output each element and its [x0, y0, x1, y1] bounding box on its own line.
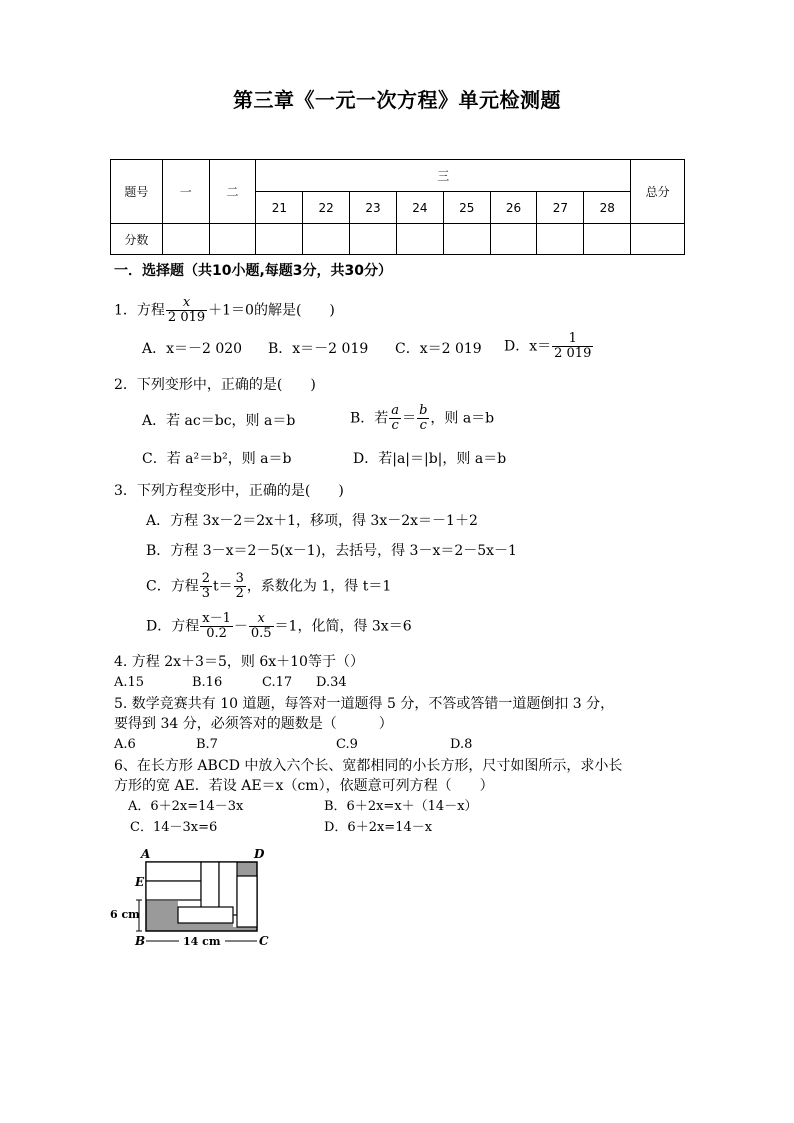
- q3-c-den2: 2: [235, 586, 244, 601]
- q1-option-b: B．x＝－2 019: [268, 341, 369, 357]
- q2-b-num2: b: [419, 403, 428, 418]
- small-rectangle: [146, 862, 201, 881]
- q6-option-c: C．14－3x=6: [130, 820, 218, 835]
- q1-option-d: [504, 332, 594, 361]
- score-cell: [350, 224, 397, 255]
- height-label: 6 cm: [110, 908, 140, 921]
- q2-option-b: [350, 404, 494, 433]
- score-table-subcol: 24: [396, 192, 443, 224]
- q2-b-prefix: B．若: [350, 410, 389, 427]
- label-a: A: [141, 847, 151, 861]
- score-table: [110, 159, 685, 255]
- shaded-region: [237, 862, 257, 876]
- question-6-line1: 6、在长方形 ABCD 中放入六个长、宽都相同的小长方形，尺寸如图所示，求小长: [114, 758, 623, 774]
- q3-c-num1: 2: [201, 571, 210, 586]
- score-table-subcol: 22: [303, 192, 350, 224]
- q2-b-den1: c: [391, 418, 399, 433]
- score-cell: [443, 224, 490, 255]
- score-cell: [303, 224, 350, 255]
- q1-option-c: C．x＝2 019: [395, 341, 482, 357]
- q3-c-frac2: [234, 572, 246, 601]
- label-b: B: [135, 934, 146, 948]
- q3-option-a: A．方程 3x－2＝2x＋1，移项，得 3x－2x＝－1＋2: [146, 513, 478, 529]
- q3-d-frac1: [200, 612, 233, 641]
- question-5-line1: 5. 数学竞赛共有 10 道题，每答对一道题得 5 分，不答或答错一道题倒扣 3 分，: [114, 696, 615, 712]
- q5-option-b: B.7: [196, 737, 218, 752]
- q4-option-a: A.15: [114, 675, 145, 690]
- q3-d-num2: x: [249, 612, 274, 627]
- q5-option-d: D.8: [450, 737, 473, 752]
- label-d: D: [254, 847, 265, 861]
- section-heading: 一．选择题（共10小题,每题3分，共30分）: [114, 263, 393, 279]
- width-label: 14 cm: [183, 935, 221, 948]
- q1-d-num: 1: [552, 332, 593, 347]
- q3-option-b: B．方程 3－x＝2－5(x－1)，去括号，得 3－x＝2－5x－1: [146, 543, 517, 559]
- score-table-col-two: 二: [209, 160, 256, 224]
- score-table-total: 总分: [631, 160, 685, 224]
- score-cell: [396, 224, 443, 255]
- score-cell: [256, 224, 303, 255]
- q2-b-num1: a: [391, 403, 400, 418]
- q1-option-a: A．x＝－2 020: [142, 341, 243, 357]
- q1-d-fraction: [552, 332, 593, 361]
- score-cell: [162, 224, 209, 255]
- question-6-line2: 方形的宽 AE．若设 AE＝x（cm），依题意可列方程（ ）: [114, 778, 494, 794]
- q1-fraction: [166, 296, 207, 325]
- q3-d-num1: x－1: [202, 611, 231, 626]
- q3-d-den2: 0.5: [250, 626, 272, 641]
- q3-c-var: t＝: [213, 578, 233, 595]
- score-cell: [584, 224, 631, 255]
- score-cell: [537, 224, 584, 255]
- q1-suffix: ＋1＝0的解是( ): [208, 302, 335, 319]
- score-cell: [631, 224, 685, 255]
- q1-d-den: 2 019: [554, 346, 592, 361]
- score-table-subcol: 21: [256, 192, 303, 224]
- q4-option-c: C.17: [262, 675, 293, 690]
- question-2: 2．下列变形中，正确的是( ): [114, 377, 316, 393]
- q6-option-b: B．6＋2x=x＋（14－x）: [324, 799, 478, 814]
- q2-b-mid: ＝: [402, 410, 417, 427]
- label-e: E: [135, 875, 145, 889]
- score-table-subcol: 23: [350, 192, 397, 224]
- score-table-score-label: 分数: [111, 224, 163, 255]
- shaded-region: [178, 923, 233, 931]
- question-1: [114, 296, 335, 325]
- q3-d-frac2: [249, 612, 274, 641]
- question-4: 4. 方程 2x＋3＝5，则 6x＋10等于（）: [114, 654, 364, 670]
- q6-option-d: D．6＋2x=14－x: [324, 820, 433, 835]
- q1-frac-den: 2 019: [167, 310, 206, 325]
- q3-c-num2: 3: [235, 571, 244, 586]
- q2-b-den2: c: [419, 418, 427, 433]
- score-table-subcol: 28: [584, 192, 631, 224]
- shaded-region: [146, 901, 178, 931]
- q2-b-frac1: [389, 404, 401, 433]
- page-title: 第三章《一元一次方程》单元检测题: [233, 88, 561, 112]
- q6-option-a: A．6＋2x=14－3x: [128, 799, 244, 814]
- score-table-col-one: 一: [162, 160, 209, 224]
- q1-prefix: 1．方程: [114, 302, 165, 319]
- score-cell: [209, 224, 256, 255]
- score-table-subcol: 27: [537, 192, 584, 224]
- q1-d-prefix: D．x＝: [504, 338, 552, 355]
- q5-option-c: C.9: [336, 737, 358, 752]
- q2-b-frac2: [417, 404, 429, 433]
- q2-option-a: A．若 ac＝bc，则 a＝b: [142, 413, 296, 429]
- q2-option-c: C．若 a²＝b²，则 a＝b: [142, 451, 292, 467]
- q3-c-den1: 3: [201, 586, 210, 601]
- q3-option-d: [146, 612, 412, 641]
- q3-option-c: [146, 572, 391, 601]
- q3-d-den1: 0.2: [206, 626, 227, 641]
- q1-frac-num: x: [166, 296, 207, 311]
- q3-c-frac1: [200, 572, 212, 601]
- q4-option-b: B.16: [192, 675, 223, 690]
- q3-d-prefix: D．方程: [146, 618, 200, 635]
- q3-d-minus: －: [233, 618, 248, 635]
- q2-option-d: D．若|a|＝|b|，则 a＝b: [353, 451, 507, 467]
- q4-option-d: D.34: [316, 675, 347, 690]
- q3-c-prefix: C．方程: [146, 578, 199, 595]
- small-rectangle: [237, 876, 257, 927]
- q3-c-suffix: ，系数化为 1，得 t＝1: [246, 578, 392, 595]
- score-table-col-three: 三: [256, 160, 631, 192]
- score-table-subcol: 25: [443, 192, 490, 224]
- q5-option-a: A.6: [114, 737, 136, 752]
- q2-b-suffix: ，则 a＝b: [430, 410, 495, 427]
- label-c: C: [259, 934, 269, 948]
- score-table-subcol: 26: [490, 192, 537, 224]
- rectangle-figure: [108, 843, 278, 953]
- question-3: 3．下列方程变形中，正确的是( ): [114, 483, 344, 499]
- score-cell: [490, 224, 537, 255]
- small-rectangle: [146, 881, 201, 900]
- question-5-line2: 要得到 34 分，必须答对的题数是（ ）: [114, 716, 393, 732]
- small-rectangle: [178, 907, 233, 923]
- q3-d-suffix: ＝1，化简，得 3x＝6: [274, 618, 412, 635]
- score-table-header-label: 题号: [111, 160, 163, 224]
